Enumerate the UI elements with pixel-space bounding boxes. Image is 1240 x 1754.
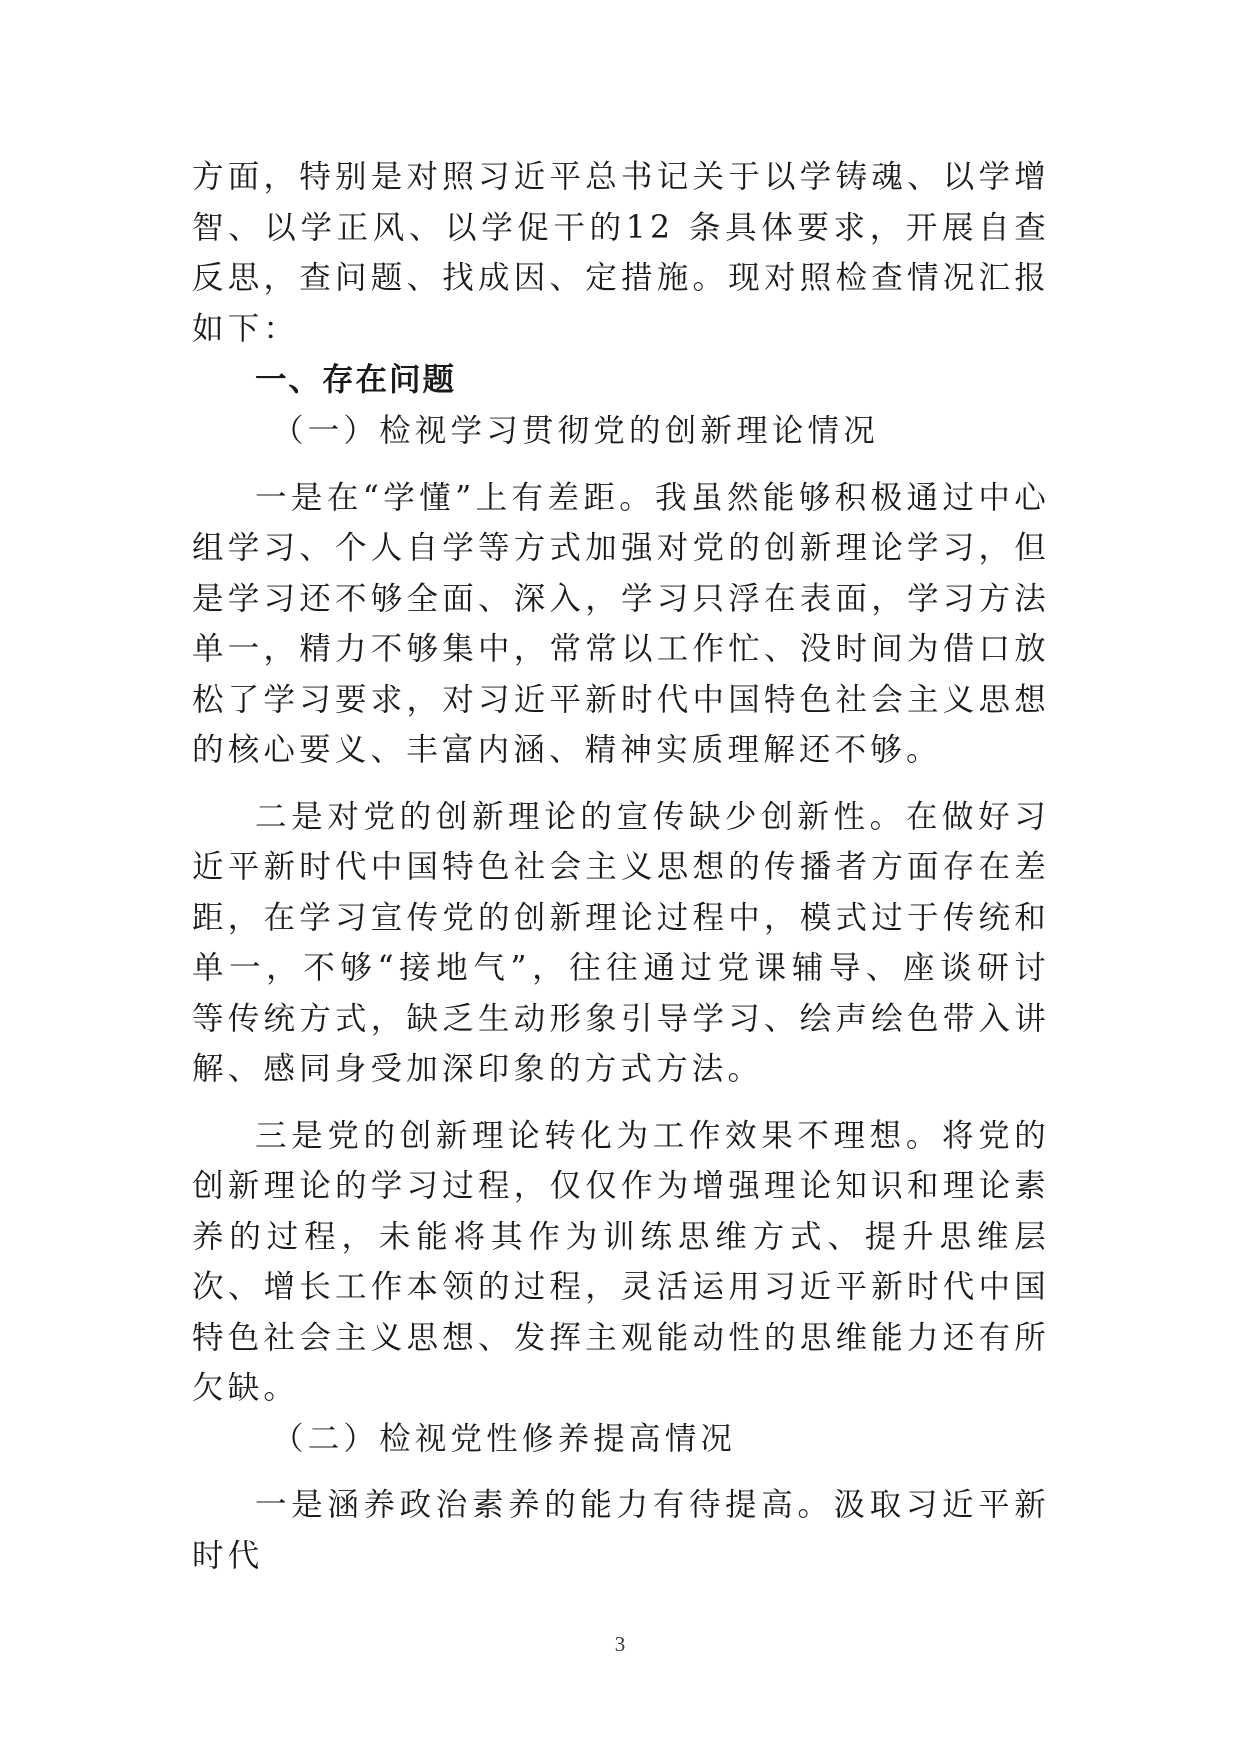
document-body bbox=[192, 152, 1050, 1581]
paragraph-point-1: 一是在“学懂”上有差距。我虽然能够积极通过中心组学习、个人自学等方式加强对党的创新理论学习，但是学习还不够全面、深入，学习只浮在表面，学习方法单一，精力不够集中，常常以工作忙、没时间为借口放松了学习要求，对习近平新时代中国特色社会主义思想的核心要义、丰富内涵、精神实质理解还不够。 bbox=[192, 479, 1050, 768]
subsection-heading-2: （二）检视党性修养提高情况 bbox=[272, 1420, 737, 1457]
paragraph-point-2: 二是对党的创新理论的宣传缺少创新性。在做好习近平新时代中国特色社会主义思想的传播者方面存在差距，在学习宣传党的创新理论过程中，模式过于传统和单一，不够“接地气”，往往通过党课辅导、座谈研讨等传统方式，缺乏生动形象引导学习、绘声绘色带入讲解、感同身受加深印象的方式方法。 bbox=[192, 798, 1050, 1087]
subsection-heading-1: （一）检视学习贯彻党的创新理论情况 bbox=[272, 413, 879, 449]
intro-paragraph: 方面，特别是对照习近平总书记关于以学铸魂、以学增智、以学正风、以学促干的12 条具体要求，开展自查反思，查问题、找成因、定措施。现对照检查情况汇报如下： bbox=[192, 159, 1050, 347]
section-heading-existing-problems: 一、存在问题 bbox=[255, 362, 457, 398]
paragraph-point-3: 三是党的创新理论转化为工作效果不理想。将党的创新理论的学习过程，仅仅作为增强理论知识和理论素养的过程，未能将其作为训练思维方式、提升思维层次、增长工作本领的过程，灵活运用习近平新时代中国特色社会主义思想、发挥主观能动性的思维能力还有所欠缺。 bbox=[192, 1117, 1050, 1406]
page-number: 3 bbox=[614, 1632, 626, 1656]
paragraph-point-4: 一是涵养政治素养的能力有待提高。汲取习近平新时代 bbox=[192, 1487, 1050, 1574]
